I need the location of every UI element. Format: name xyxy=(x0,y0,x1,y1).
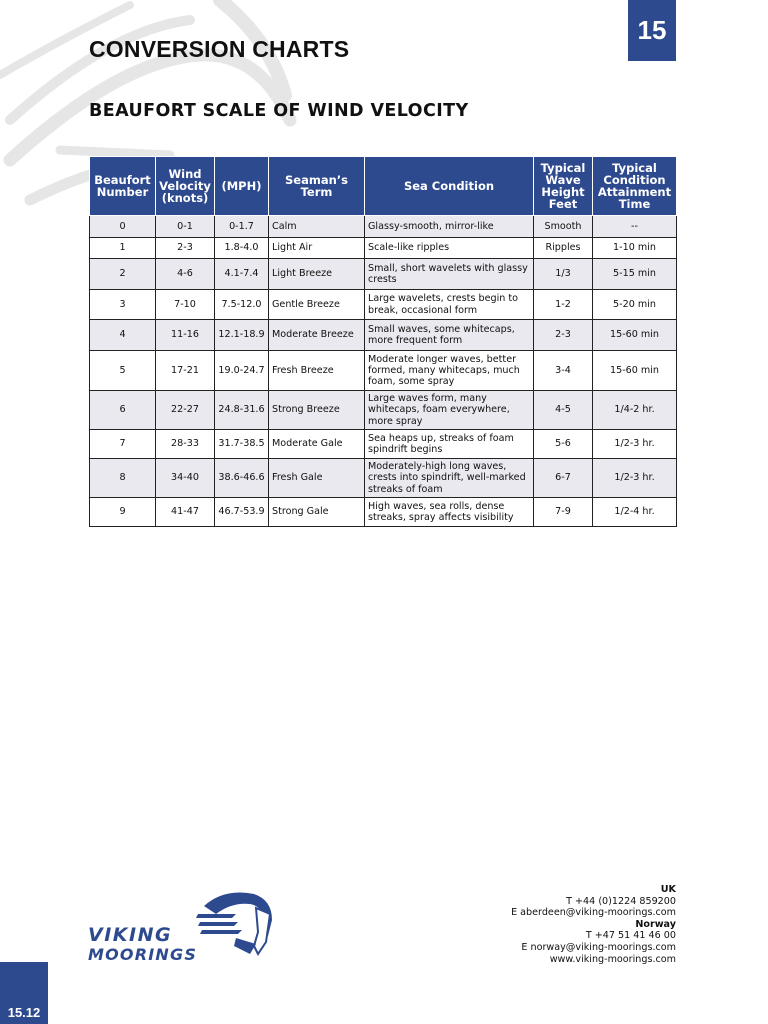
column-header: Sea Condition xyxy=(365,157,534,216)
table-cell: 1/2-3 hr. xyxy=(593,459,677,498)
table-cell: Moderately-high long waves, crests into spindrift, well-marked streaks of foam xyxy=(365,459,534,498)
table-row xyxy=(90,259,677,290)
table-cell: Strong Breeze xyxy=(269,391,365,430)
table-cell: Large wavelets, crests begin to break, occasional form xyxy=(365,290,534,320)
table-cell: -- xyxy=(593,216,677,238)
table-cell: 1 xyxy=(90,238,156,259)
table-cell: 7.5-12.0 xyxy=(215,290,269,320)
table-cell: 12.1-18.9 xyxy=(215,320,269,351)
chapter-number-badge: 15 xyxy=(628,0,676,61)
table-cell: Calm xyxy=(269,216,365,238)
table-cell: Fresh Gale xyxy=(269,459,365,498)
column-header: (MPH) xyxy=(215,157,269,216)
logo-text-line1: VIKING xyxy=(88,924,173,946)
website-link[interactable]: www.viking-moorings.com xyxy=(549,953,676,965)
table-row xyxy=(90,459,677,498)
table-cell: 17-21 xyxy=(156,351,215,391)
table-cell: 4-6 xyxy=(156,259,215,290)
table-cell: 1/2-3 hr. xyxy=(593,430,677,459)
section-subtitle: BEAUFORT SCALE OF WIND VELOCITY xyxy=(89,101,469,121)
table-cell: Large waves form, many whitecaps, foam everywhere, more spray xyxy=(365,391,534,430)
table-cell: 6-7 xyxy=(534,459,593,498)
table-cell: 2-3 xyxy=(534,320,593,351)
table-cell: 15-60 min xyxy=(593,351,677,391)
page-number-badge: 15.12 xyxy=(0,962,48,1024)
table-row xyxy=(90,351,677,391)
norway-label: Norway xyxy=(635,918,676,930)
table-cell: 38.6-46.6 xyxy=(215,459,269,498)
logo-text-line2: MOORINGS xyxy=(88,945,198,964)
table-cell: 5-6 xyxy=(534,430,593,459)
column-header: Wind Velocity (knots) xyxy=(156,157,215,216)
table-cell: Scale-like ripples xyxy=(365,238,534,259)
uk-label: UK xyxy=(660,884,676,895)
table-cell: 15-60 min xyxy=(593,320,677,351)
table-row xyxy=(90,430,677,459)
table-cell: 5-15 min xyxy=(593,259,677,290)
table-cell: 28-33 xyxy=(156,430,215,459)
table-cell: 5 xyxy=(90,351,156,391)
table-cell: 1/3 xyxy=(534,259,593,290)
table-cell: Moderate Gale xyxy=(269,430,365,459)
norway-email[interactable]: E norway@viking-moorings.com xyxy=(521,941,676,953)
norway-phone: T +47 51 41 46 00 xyxy=(585,930,676,942)
table-cell: 1-2 xyxy=(534,290,593,320)
table-cell: Glassy-smooth, mirror-like xyxy=(365,216,534,238)
table-cell: High waves, sea rolls, dense streaks, spray affects visibility xyxy=(365,498,534,527)
table-cell: 3 xyxy=(90,290,156,320)
table-cell: 1/2-4 hr. xyxy=(593,498,677,527)
table-cell: 41-47 xyxy=(156,498,215,527)
table-cell: Small, short wavelets with glassy crests xyxy=(365,259,534,290)
column-header: Beaufort Number xyxy=(90,157,156,216)
table-cell: Smooth xyxy=(534,216,593,238)
table-cell: 8 xyxy=(90,459,156,498)
table-cell: 4 xyxy=(90,320,156,351)
table-cell: Gentle Breeze xyxy=(269,290,365,320)
table-row xyxy=(90,391,677,430)
table-cell: Moderate longer waves, better formed, many whitecaps, much foam, some spray xyxy=(365,351,534,391)
table-cell: 9 xyxy=(90,498,156,527)
uk-phone: T +44 (0)1224 859200 xyxy=(566,895,676,907)
table-cell: Light Breeze xyxy=(269,259,365,290)
table-row xyxy=(90,498,677,527)
table-cell: 0-1.7 xyxy=(215,216,269,238)
table-cell: Ripples xyxy=(534,238,593,259)
table-cell: Sea heaps up, streaks of foam spindrift begins xyxy=(365,430,534,459)
table-cell: 1.8-4.0 xyxy=(215,238,269,259)
table-row xyxy=(90,290,677,320)
table-row xyxy=(90,216,677,238)
table-cell: 11-16 xyxy=(156,320,215,351)
page-title: CONVERSION CHARTS xyxy=(89,36,350,62)
table-cell: Light Air xyxy=(269,238,365,259)
table-cell: 34-40 xyxy=(156,459,215,498)
column-header: Typical Wave Height Feet xyxy=(534,157,593,216)
table-cell: 22-27 xyxy=(156,391,215,430)
table-header-row xyxy=(90,157,677,216)
table-cell: Fresh Breeze xyxy=(269,351,365,391)
table-cell: 5-20 min xyxy=(593,290,677,320)
table-cell: 1-10 min xyxy=(593,238,677,259)
table-cell: 46.7-53.9 xyxy=(215,498,269,527)
table-cell: 3-4 xyxy=(534,351,593,391)
contact-block xyxy=(511,884,676,965)
table-row xyxy=(90,238,677,259)
table-cell: Strong Gale xyxy=(269,498,365,527)
table-cell: 19.0-24.7 xyxy=(215,351,269,391)
table-cell: 7-9 xyxy=(534,498,593,527)
table-cell: 4.1-7.4 xyxy=(215,259,269,290)
column-header: Seaman’s Term xyxy=(269,157,365,216)
table-cell: 0 xyxy=(90,216,156,238)
table-cell: 6 xyxy=(90,391,156,430)
table-row xyxy=(90,320,677,351)
table-cell: 24.8-31.6 xyxy=(215,391,269,430)
viking-helmet-icon xyxy=(196,893,272,955)
table-cell: 2-3 xyxy=(156,238,215,259)
uk-email[interactable]: E aberdeen@viking-moorings.com xyxy=(511,907,676,919)
viking-moorings-logo xyxy=(86,884,286,964)
table-cell: 7-10 xyxy=(156,290,215,320)
beaufort-table xyxy=(89,156,677,527)
table-cell: 31.7-38.5 xyxy=(215,430,269,459)
table-cell: Small waves, some whitecaps, more frequent form xyxy=(365,320,534,351)
table-cell: 1/4-2 hr. xyxy=(593,391,677,430)
table-cell: 0-1 xyxy=(156,216,215,238)
table-cell: 2 xyxy=(90,259,156,290)
table-cell: 4-5 xyxy=(534,391,593,430)
column-header: Typical Condition Attainment Time xyxy=(593,157,677,216)
table-cell: 7 xyxy=(90,430,156,459)
table-cell: Moderate Breeze xyxy=(269,320,365,351)
